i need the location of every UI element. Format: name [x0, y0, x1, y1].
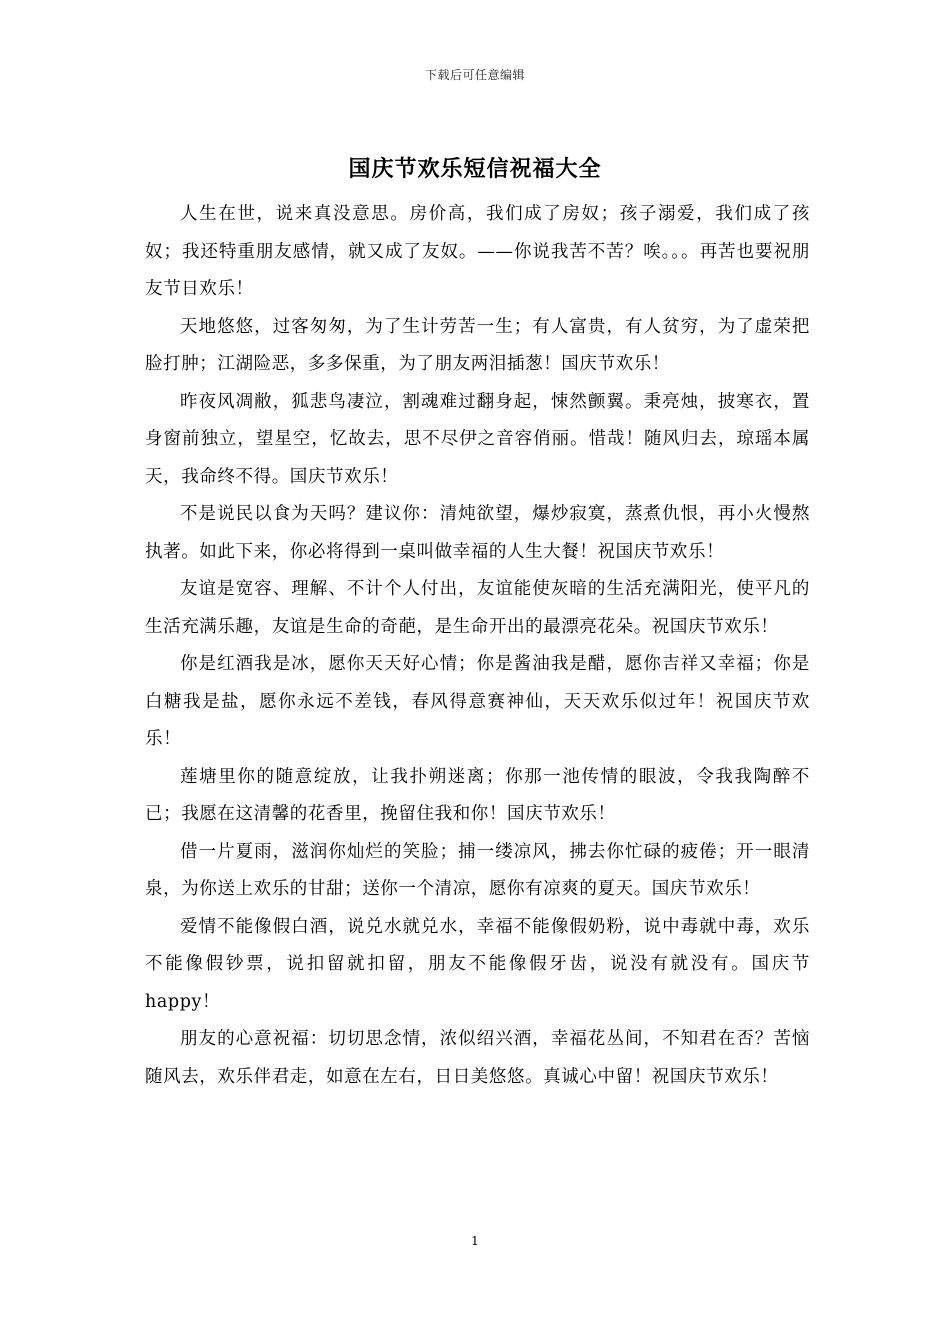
document-title: 国庆节欢乐短信祝福大全	[348, 156, 602, 182]
paragraph: 友谊是宽容、理解、不计个人付出，友谊能使灰暗的生活充满阳光，使平凡的生活充满乐趣，友谊是生命的奇葩，是生命开出的最漂亮花朵。祝国庆节欢乐！	[145, 579, 810, 637]
document-body	[145, 196, 810, 1096]
paragraph: 借一片夏雨，滋润你灿烂的笑脸；捕一缕凉风，拂去你忙碌的疲倦；开一眼清泉，为你送上欢乐的甘甜；送你一个清凉，愿你有凉爽的夏天。国庆节欢乐！	[145, 841, 810, 899]
paragraph: 天地悠悠，过客匆匆，为了生计劳苦一生；有人富贵，有人贫穷，为了虚荣把脸打肿；江湖险恶，多多保重，为了朋友两泪插葱！国庆节欢乐！	[145, 316, 810, 374]
page-number: 1	[471, 1234, 479, 1248]
paragraph: 爱情不能像假白酒，说兑水就兑水，幸福不能像假奶粉，说中毒就中毒，欢乐不能像假钞票，说扣留就扣留，朋友不能像假牙齿，说没有就没有。国庆节happy！	[145, 916, 810, 1012]
paragraph: 朋友的心意祝福：切切思念情，浓似绍兴酒，幸福花丛间，不知君在否？苦恼随风去，欢乐伴君走，如意在左右，日日美悠悠。真诚心中留！祝国庆节欢乐！	[145, 1029, 810, 1087]
paragraph: 人生在世，说来真没意思。房价高，我们成了房奴；孩子溺爱，我们成了孩奴；我还特重朋友感情，就又成了友奴。——你说我苦不苦？唉。。。再苦也要祝朋友节日欢乐！	[145, 204, 810, 299]
paragraph: 莲塘里你的随意绽放，让我扑朔迷离；你那一池传情的眼波，令我我陶醉不已；我愿在这清馨的花香里，挽留住我和你！国庆节欢乐！	[145, 766, 810, 824]
paragraph: 昨夜风凋敝，狐悲鸟凄泣，割魂难过翻身起，悚然颤翼。秉亮烛，披寒衣，置身窗前独立，望星空，忆故去，思不尽伊之音容俏丽。惜哉！随风归去，琼瑶本属天，我命终不得。国庆节欢乐！	[145, 391, 810, 487]
paragraph: 你是红酒我是冰，愿你天天好心情；你是酱油我是醋，愿你吉祥又幸福；你是白糖我是盐，愿你永远不差钱，春风得意赛神仙，天天欢乐似过年！祝国庆节欢乐！	[145, 654, 810, 749]
header-note: 下载后可任意编辑	[424, 68, 525, 82]
paragraph: 不是说民以食为天吗？建议你：清炖欲望，爆炒寂寞，蒸煮仇恨，再小火慢熬执著。如此下来，你必将得到一桌叫做幸福的人生大餐！祝国庆节欢乐！	[145, 504, 810, 562]
